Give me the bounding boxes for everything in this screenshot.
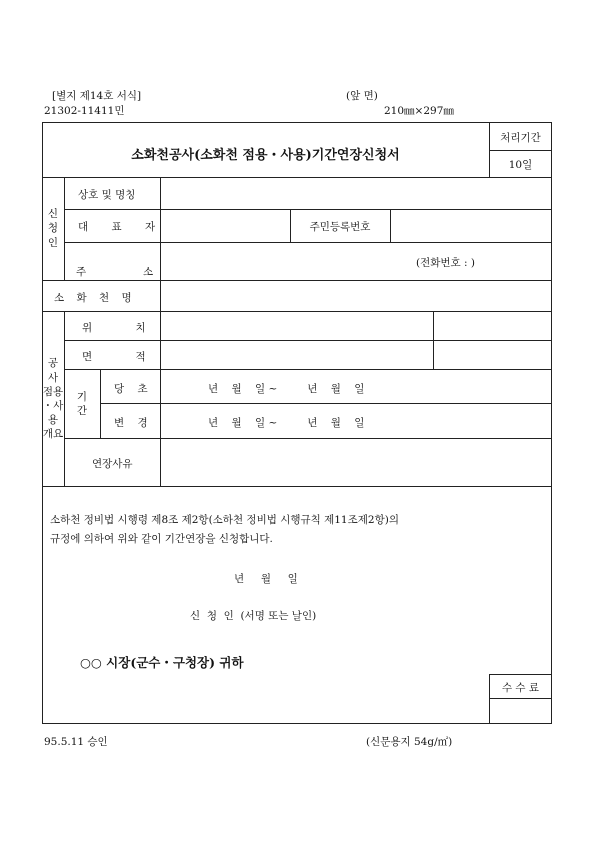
addressee: ○○ 시장(군수・구청장) 귀하	[80, 655, 244, 670]
overview-group-label: 공 사 점용 ・사 용 개요	[42, 357, 64, 441]
extension-reason-label: 연장사유	[92, 458, 133, 470]
statute-text-line1: 소하천 정비법 시행령 제8조 제2항(소하천 정비법 시행규칙 제11조제2항)의	[50, 514, 399, 526]
stream-name-field[interactable]	[162, 283, 550, 309]
application-date: 년 월 일	[234, 573, 298, 585]
changed-period-label: 변 경	[114, 417, 148, 429]
representative-label: 대 표 자	[78, 221, 156, 233]
representative-field[interactable]	[162, 212, 288, 239]
resident-number-field[interactable]	[392, 212, 550, 239]
business-name-label: 상호 및 명칭	[78, 189, 136, 201]
original-period-value[interactable]: 년 월 일 ~ 년 월 일	[208, 383, 365, 395]
period-label: 기 간	[76, 390, 88, 417]
area-field[interactable]	[162, 342, 432, 368]
address-field[interactable]	[162, 245, 550, 278]
location-field[interactable]	[162, 313, 432, 339]
form-code: 21302-11411민	[44, 105, 125, 117]
extension-reason-field[interactable]	[162, 441, 550, 484]
processing-period-value: 10일	[508, 159, 533, 171]
form-title: 소화천공사(소화천 점용・사용)기간연장신청서	[131, 148, 400, 163]
stream-name-label: 소 화 천 명	[54, 292, 132, 304]
statute-text-line2: 규정에 의하여 위와 같이 기간연장을 신청합니다.	[50, 533, 273, 545]
address-label: 주	[76, 266, 87, 278]
business-name-field[interactable]	[162, 181, 550, 207]
page-side: (앞 면)	[346, 90, 378, 102]
changed-period-value[interactable]: 년 월 일 ~ 년 월 일	[208, 417, 365, 429]
approval-note: 95.5.11 승인	[44, 736, 108, 748]
form-reference: [별지 제14호 서식]	[52, 90, 142, 102]
original-period-label: 당 초	[114, 383, 148, 395]
processing-period-label: 처리기간	[500, 132, 541, 144]
signer-line: 신 청 인 (서명 또는 날인)	[190, 610, 317, 622]
paper-spec: (신문용지 54g/㎡)	[366, 736, 453, 748]
applicant-group-label: 신 청 인	[47, 208, 59, 249]
phone-number-label: (전화번호 : )	[416, 257, 475, 269]
location-label: 위 치	[82, 322, 146, 334]
fee-field[interactable]	[491, 700, 551, 722]
area-label: 면 적	[82, 351, 146, 363]
address-label-end: 소	[143, 266, 154, 278]
resident-number-label: 주민등록번호	[309, 221, 371, 233]
paper-size: 210㎜×297㎜	[384, 105, 454, 117]
fee-label: 수 수 료	[501, 682, 540, 694]
